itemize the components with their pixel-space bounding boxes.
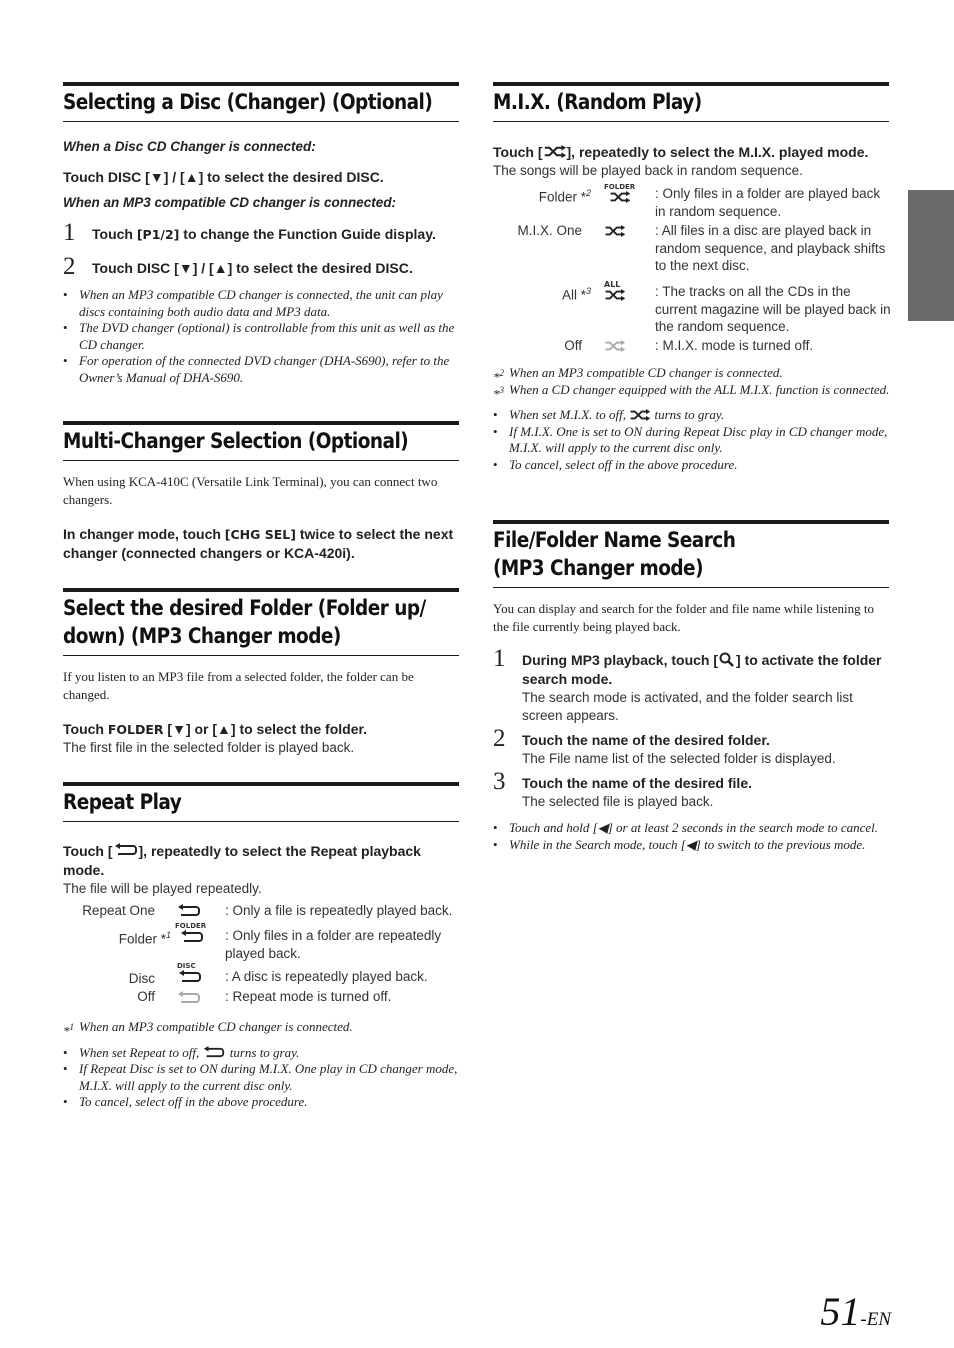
instruction: Touch FOLDER [▼] or [▲] to select the folder. [63,721,368,737]
section-title: File/Folder Name Search (MP3 Changer mode) [493,520,889,588]
repeat-one-icon [176,904,202,918]
result-text: The songs will be played back in random sequence. [493,163,803,178]
up-arrow-icon: ▲ [184,169,199,185]
step-instruction: Touch DISC [▼] / [▲] to select the desired DISC. [92,260,413,276]
repeat-mode-table [63,902,463,1012]
step-number: 3 [493,768,506,795]
step-instruction: Touch the name of the desired folder. [522,732,770,748]
body-text: When using KCA-410C (Versatile Link Terminal), you can connect two changers. [63,474,438,507]
instruction: Touch [ ], repeatedly to select the Repeat playback mode. [63,843,421,878]
step-result: The selected file is played back. [522,794,714,809]
down-arrow-icon: ▼ [149,169,164,185]
condition-text: When a Disc CD Changer is connected: [63,139,316,154]
back-arrow-icon: ◀ [685,836,696,852]
instruction: Touch DISC [▼] / [▲] to select the desired DISC. [63,169,384,185]
instruction: In changer mode, touch [CHG SEL] twice to select the next changer (connected changers or KCA-420i). [63,526,454,561]
footnote: *$^2$ When an MP3 compatible CD changer is connected. [493,365,783,385]
note: • To cancel, select off in the above procedure. [493,457,891,474]
shuffle-icon [543,145,567,158]
mode-label: All *$^3$ [561,286,591,303]
note: • To cancel, select off in the above procedure. [63,1094,461,1111]
up-arrow-icon: ▲ [217,721,231,737]
body-text: If you listen to an MP3 file from a selected folder, the folder can be changed. [63,669,414,702]
section-title: Select the desired Folder (Folder up/ down) (MP3 Changer mode) [63,588,459,656]
mode-description: : All files in a disc are played back in random sequence, and playback shifts to the next disc. [655,223,886,273]
mode-description: : Repeat mode is turned off. [225,989,392,1004]
mode-description: : The tracks on all the CDs in the current magazine will be played back in the random sequence. [655,284,891,334]
note: • When an MP3 compatible CD changer is connected, the unit can play discs containing both audio data and MP3 data. [63,287,461,320]
section-title: Repeat Play [63,782,459,822]
repeat-disc-icon: DISC [177,962,211,984]
step-instruction: Touch the name of the desired file. [522,775,752,791]
notes [493,820,891,853]
result-text: The file will be played repeatedly. [63,881,262,896]
note: • The DVD changer (optional) is controllable from this unit as well as the CD changer. [63,320,461,353]
section-title: M.I.X. (Random Play) [493,82,889,122]
step-number: 1 [493,645,506,672]
footnote: *$^3$ When a CD changer equipped with the ALL M.I.X. function is connected. [493,381,890,401]
repeat-icon [202,1046,226,1059]
p12-key: [P1/2] [136,227,180,242]
mode-description: : M.I.X. mode is turned off. [655,338,814,353]
side-tab [908,190,954,321]
note: • When set M.I.X. to off, turns to gray. [493,407,891,424]
mode-label: Off [564,338,582,353]
mode-description: : Only files in a folder are played back in random sequence. [655,186,881,219]
step-instruction: Touch [P1/2] to change the Function Guide display. [92,226,436,242]
mix-off-icon [604,340,626,352]
mode-description: : Only a file is repeatedly played back. [225,903,453,918]
search-icon [718,652,736,667]
repeat-notes [63,1019,461,1111]
mix-mode-table [493,185,891,355]
mode-description: : A disc is repeatedly played back. [225,969,428,984]
back-arrow-icon: ◀ [597,820,608,835]
mode-label: Repeat One [82,903,155,918]
mode-label: Folder *$^2$ [538,188,591,205]
step-result: The File name list of the selected folder is displayed. [522,751,836,766]
note: • When set Repeat to off, turns to gray. [63,1045,461,1062]
step-result: The search mode is activated, and the folder search list screen appears. [522,690,853,723]
step-1 [493,645,891,725]
mode-label: Folder *$^1$ [118,930,171,947]
shuffle-icon [629,409,651,421]
down-arrow-icon: ▼ [172,721,186,737]
note: • Touch and hold [◀] or at least 2 seconds in the search mode to cancel. [493,820,891,837]
repeat-icon [113,843,139,857]
note: • While in the Search mode, touch [◀] to switch to the previous mode. [493,837,891,854]
instruction: Touch [ ], repeatedly to select the M.I.X. played mode. [493,144,869,160]
step-instruction: During MP3 playback, touch [ ] to activate the folder search mode. [522,652,882,687]
chg-sel-key: [CHG SEL] [224,527,296,542]
note: • If Repeat Disc is set to ON during M.I.X. One play in CD changer mode, M.I.X. will apply to the current disc only. [63,1061,461,1094]
section-search [493,520,891,853]
footnote: *$^1$ When an MP3 compatible CD changer is connected. [63,1019,353,1039]
mix-notes [493,365,891,473]
step-3 [493,768,891,811]
mix-one-icon [604,225,626,237]
notes [63,287,461,386]
step-2 [63,253,461,280]
repeat-off-icon [176,991,202,1005]
folder-key: FOLDER [107,722,164,737]
step-number: 2 [493,725,506,752]
mix-folder-icon: FOLDER [604,183,638,203]
up-arrow-icon: ▲ [213,260,228,276]
step-number: 1 [63,219,76,246]
section-folder [63,588,461,757]
mode-description: : Only files in a folder are repeatedly played back. [225,928,442,961]
down-arrow-icon: ▼ [178,260,193,276]
step-1 [63,219,461,246]
page-number: 51-EN [820,1289,891,1334]
section-repeat [63,782,461,898]
section-title: Selecting a Disc (Changer) (Optional) [63,82,459,122]
step-2 [493,725,891,768]
mode-label: M.I.X. One [517,223,582,238]
section-title: Multi-Changer Selection (Optional) [63,421,459,461]
note: • If M.I.X. One is set to ON during Repeat Disc play in CD changer mode, M.I.X. will apply to the current disc only. [493,424,891,457]
mode-label: Off [137,989,155,1004]
section-multi-changer [63,421,461,563]
mix-all-icon: ALL [604,281,634,301]
condition-text: When an MP3 compatible CD changer is connected: [63,195,397,210]
result-text: The first file in the selected folder is played back. [63,740,355,755]
mode-label: Disc [128,971,155,986]
step-number: 2 [63,253,76,280]
note: • For operation of the connected DVD changer (DHA-S690), refer to the Owner’s Manual of DHA-S690. [63,353,461,386]
body-text: You can display and search for the folder and file name while listening to the file currently being played back. [493,601,874,634]
repeat-folder-icon: FOLDER [175,922,209,944]
section-disc [63,82,461,386]
section-mix [493,82,891,180]
